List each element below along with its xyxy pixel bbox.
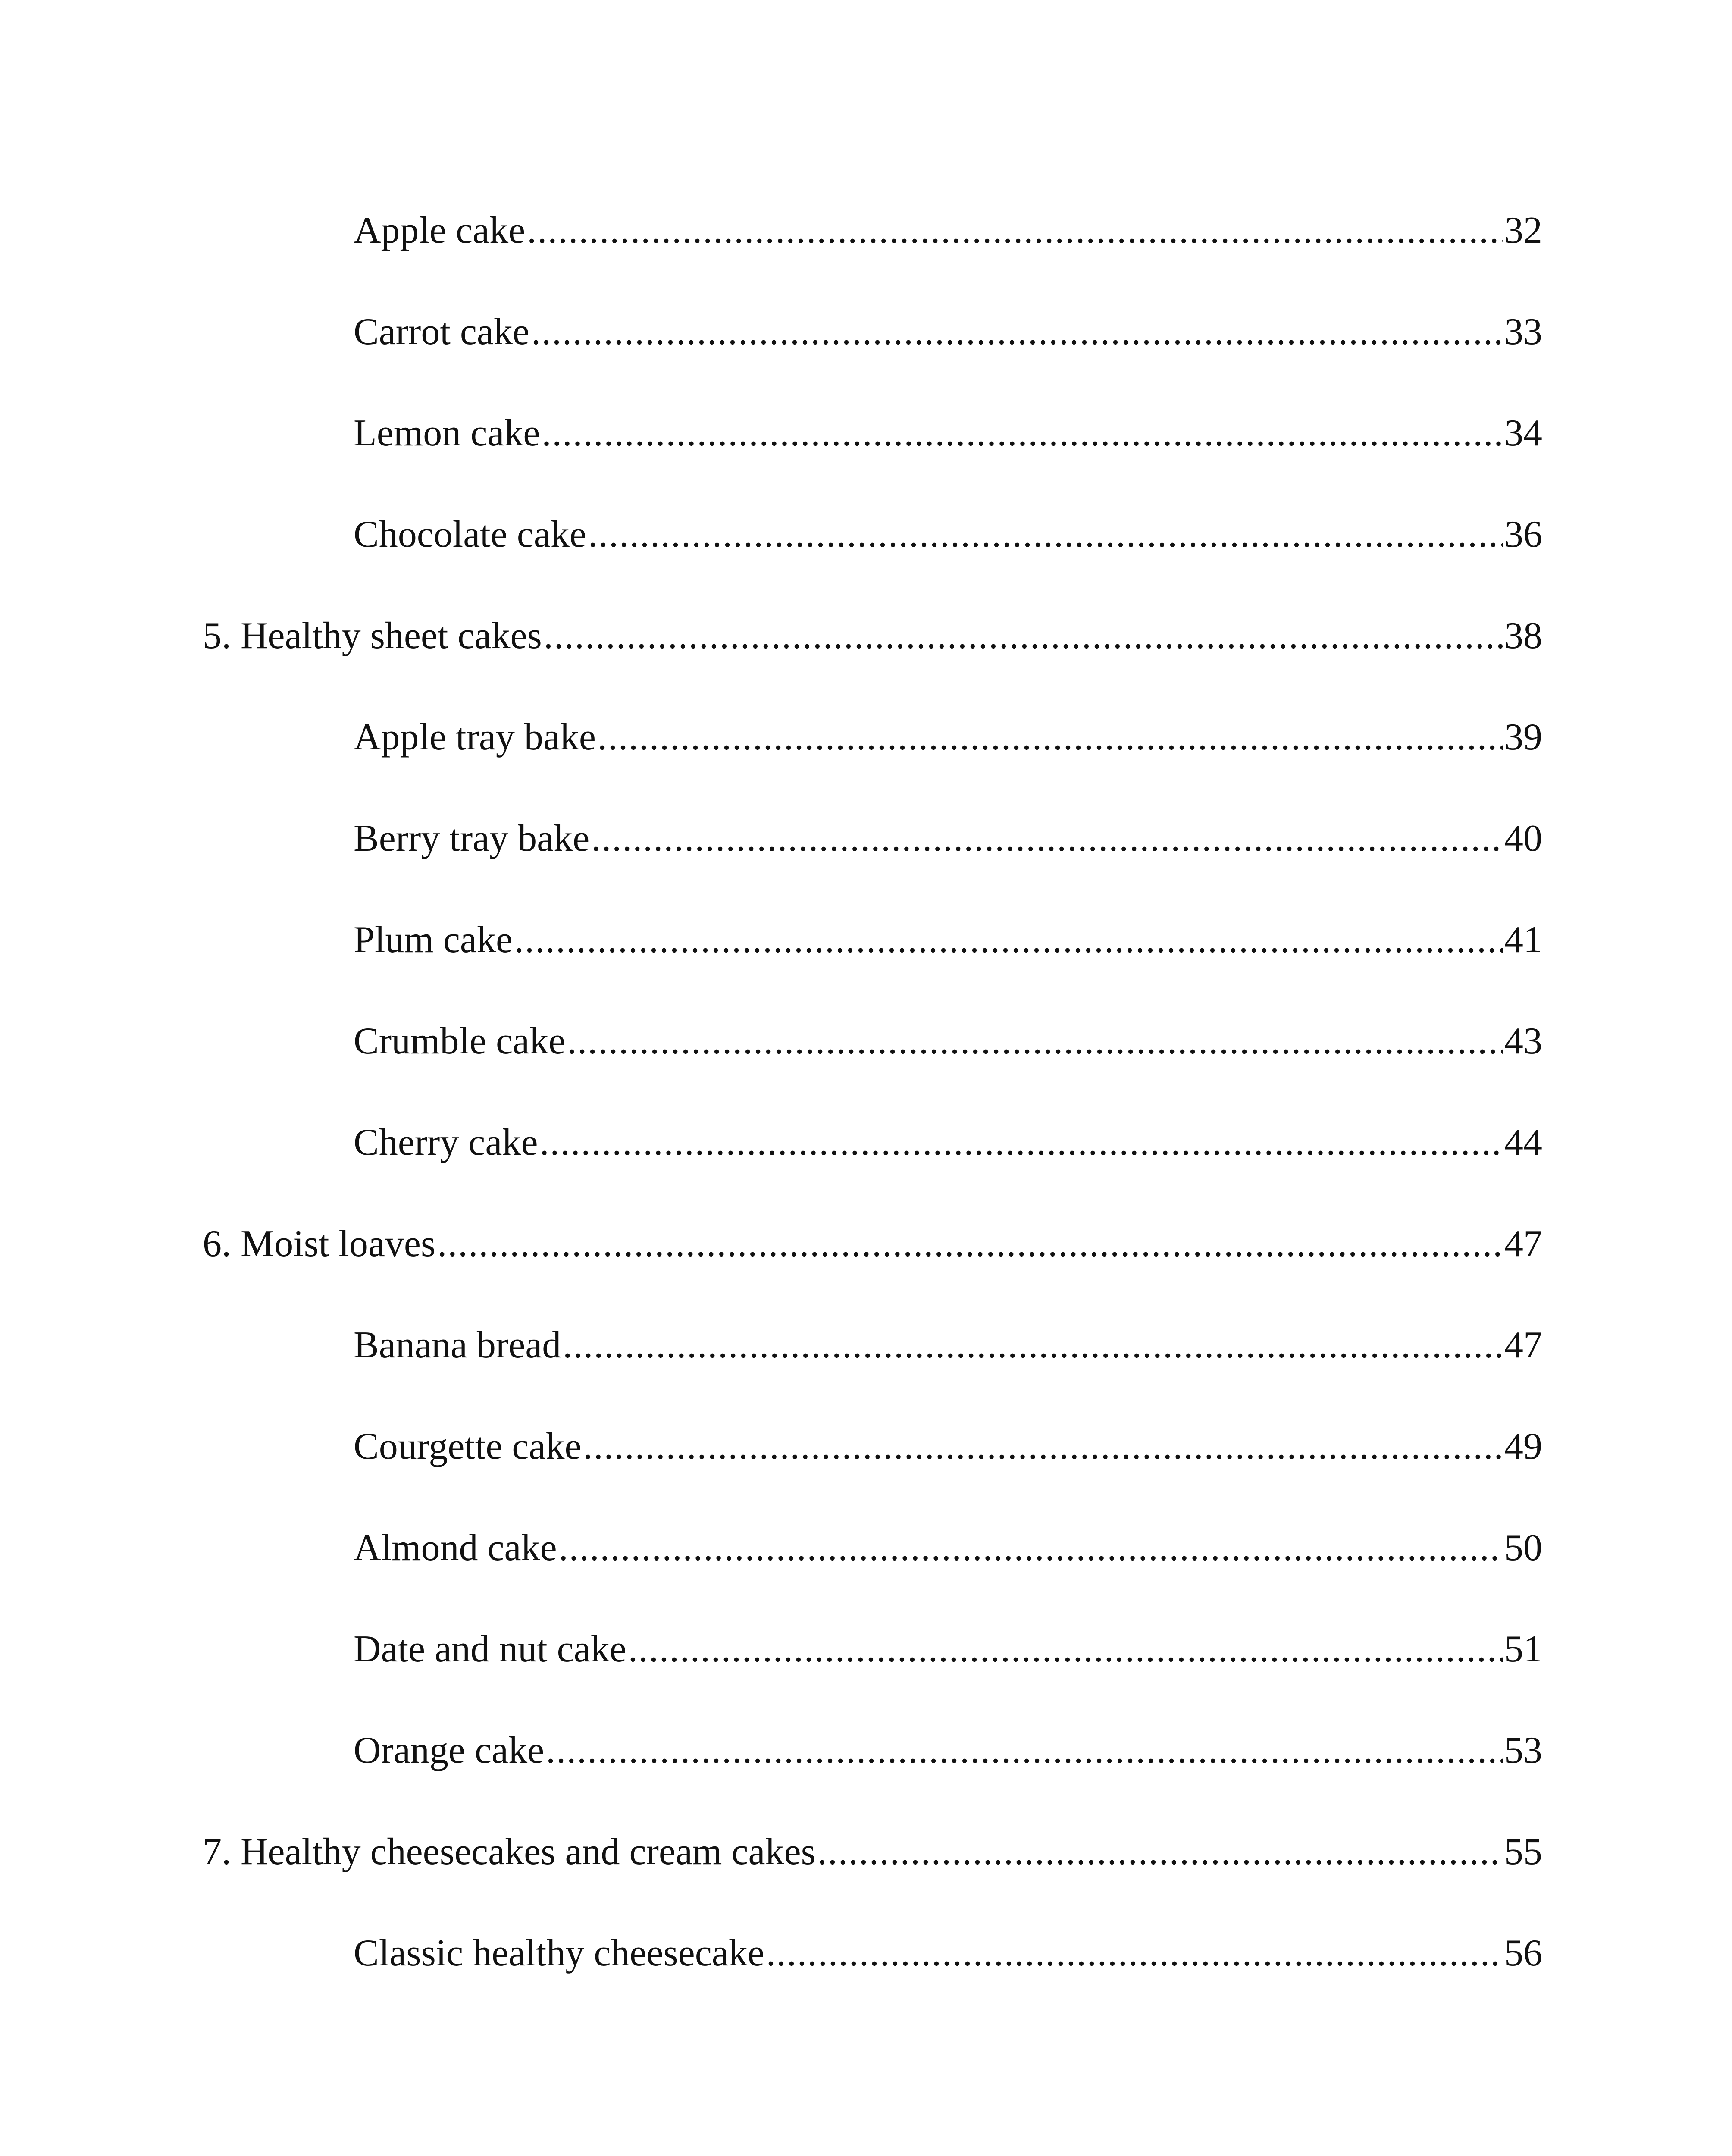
toc-entry-carrot-cake[interactable] xyxy=(354,304,1542,360)
dot-leader xyxy=(567,1013,1503,1069)
toc-entry-title: Banana bread xyxy=(354,1324,561,1366)
dot-leader xyxy=(531,304,1503,360)
toc-entry-page: 43 xyxy=(1504,1020,1542,1062)
toc-entry-chocolate-cake[interactable] xyxy=(354,507,1542,563)
toc-entry-classic-healthy-cheesecake[interactable] xyxy=(354,1925,1542,1981)
dot-leader xyxy=(563,1317,1503,1373)
dot-leader xyxy=(766,1925,1503,1981)
toc-entry-title: Apple tray bake xyxy=(354,716,596,758)
toc-entry-page: 39 xyxy=(1504,716,1542,758)
toc-entry-title: Carrot cake xyxy=(354,311,529,353)
dot-leader xyxy=(591,811,1503,867)
dot-leader xyxy=(514,912,1503,968)
toc-entry-plum-cake[interactable] xyxy=(354,912,1542,968)
dot-leader xyxy=(542,405,1503,461)
toc-chapter-title: 5. Healthy sheet cakes xyxy=(203,615,542,657)
toc-chapter-healthy-cheesecakes-and-cream-cakes[interactable] xyxy=(203,1824,1542,1880)
toc-entry-title: Almond cake xyxy=(354,1527,557,1569)
toc-entry-page: 33 xyxy=(1504,311,1542,353)
dot-leader xyxy=(559,1520,1503,1576)
toc-entry-title: Courgette cake xyxy=(354,1426,582,1467)
toc-entry-page: 47 xyxy=(1504,1223,1542,1265)
dot-leader xyxy=(583,1419,1503,1475)
toc-entry-page: 47 xyxy=(1504,1324,1542,1366)
toc-entry-title: Date and nut cake xyxy=(354,1628,626,1670)
toc-entry-title: Plum cake xyxy=(354,919,513,961)
toc-entry-page: 41 xyxy=(1504,919,1542,961)
dot-leader xyxy=(628,1621,1503,1677)
dot-leader xyxy=(540,1115,1503,1171)
toc-entry-title: Classic healthy cheesecake xyxy=(354,1932,764,1974)
toc-entry-title: Crumble cake xyxy=(354,1020,566,1062)
dot-leader xyxy=(546,1723,1503,1779)
toc-entry-title: Chocolate cake xyxy=(354,514,586,555)
toc-chapter-title: 7. Healthy cheesecakes and cream cakes xyxy=(203,1831,816,1873)
toc-entry-title: Orange cake xyxy=(354,1730,545,1771)
toc-entry-apple-cake[interactable] xyxy=(354,203,1542,259)
dot-leader xyxy=(598,709,1503,765)
toc-entry-title: Lemon cake xyxy=(354,412,540,454)
dot-leader xyxy=(527,203,1503,259)
toc-entry-banana-bread[interactable] xyxy=(354,1317,1542,1373)
toc-entry-page: 38 xyxy=(1504,615,1542,657)
toc-entry-page: 51 xyxy=(1504,1628,1542,1670)
toc-chapter-title: 6. Moist loaves xyxy=(203,1223,436,1265)
toc-entry-page: 53 xyxy=(1504,1730,1542,1771)
toc-entry-page: 34 xyxy=(1504,412,1542,454)
toc-entry-page: 49 xyxy=(1504,1426,1542,1467)
toc-entry-page: 56 xyxy=(1504,1932,1542,1974)
toc-entry-courgette-cake[interactable] xyxy=(354,1419,1542,1475)
toc-entry-apple-tray-bake[interactable] xyxy=(354,709,1542,765)
toc-entry-page: 32 xyxy=(1504,210,1542,251)
dot-leader xyxy=(544,608,1503,664)
toc-entry-page: 55 xyxy=(1504,1831,1542,1873)
toc-entry-crumble-cake[interactable] xyxy=(354,1013,1542,1069)
toc-entry-lemon-cake[interactable] xyxy=(354,405,1542,461)
toc-entry-page: 40 xyxy=(1504,818,1542,859)
toc-entry-berry-tray-bake[interactable] xyxy=(354,811,1542,867)
toc-entry-title: Apple cake xyxy=(354,210,526,251)
toc-entry-cherry-cake[interactable] xyxy=(354,1115,1542,1171)
toc-entry-page: 50 xyxy=(1504,1527,1542,1569)
toc-entry-page: 44 xyxy=(1504,1122,1542,1163)
toc-entry-orange-cake[interactable] xyxy=(354,1723,1542,1779)
toc-chapter-moist-loaves[interactable] xyxy=(203,1216,1542,1272)
dot-leader xyxy=(437,1216,1503,1272)
dot-leader xyxy=(817,1824,1503,1880)
dot-leader xyxy=(588,507,1503,563)
toc-entry-date-and-nut-cake[interactable] xyxy=(354,1621,1542,1677)
toc-entry-title: Berry tray bake xyxy=(354,818,590,859)
toc-entry-title: Cherry cake xyxy=(354,1122,538,1163)
toc-entry-page: 36 xyxy=(1504,514,1542,555)
toc-entry-almond-cake[interactable] xyxy=(354,1520,1542,1576)
toc-chapter-healthy-sheet-cakes[interactable] xyxy=(203,608,1542,664)
